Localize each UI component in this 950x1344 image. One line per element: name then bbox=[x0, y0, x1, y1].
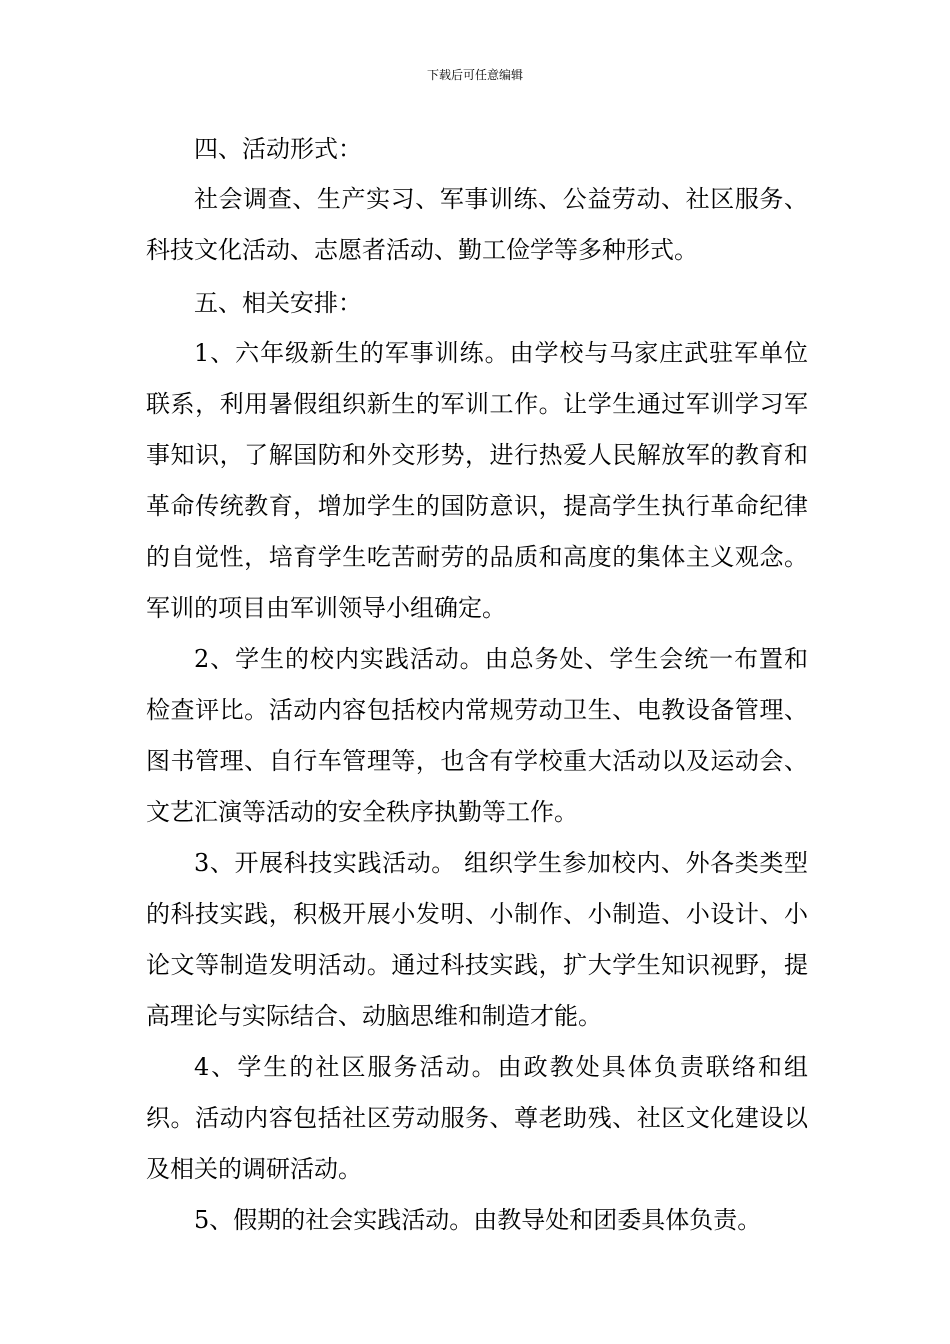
document-body bbox=[146, 124, 808, 1246]
section-4-body: 社会调查、生产实习、军事训练、公益劳动、社区服务、科技文化活动、志愿者活动、勤工俭学等多种形式。 bbox=[146, 185, 808, 264]
page-header-note: 下载后可任意编辑 bbox=[426, 68, 523, 82]
section-4-heading: 四、活动形式： bbox=[194, 135, 362, 163]
arrangement-item-4: 4、学生的社区服务活动。由政教处具体负责联络和组织。活动内容包括社区劳动服务、尊老助残、社区文化建设以及相关的调研活动。 bbox=[146, 1053, 808, 1183]
arrangement-item-3: 3、开展科技实践活动。 组织学生参加校内、外各类类型的科技实践，积极开展小发明、小制作、小制造、小设计、小论文等制造发明活动。通过科技实践，扩大学生知识视野，提高理论与实际结合、动脑思维和制造才能。 bbox=[146, 849, 808, 1030]
arrangement-item-5: 5、假期的社会实践活动。由教导处和团委具体负责。 bbox=[194, 1206, 762, 1234]
arrangement-item-1: 1、六年级新生的军事训练。由学校与马家庄武驻军单位联系，利用暑假组织新生的军训工作。让学生通过军训学习军事知识，了解国防和外交形势，进行热爱人民解放军的教育和革命传统教育，增加学生的国防意识，提高学生执行革命纪律的自觉性，培育学生吃苦耐劳的品质和高度的集体主义观念。军训的项目由军训领导小组确定。 bbox=[146, 339, 808, 622]
arrangement-item-2: 2、学生的校内实践活动。由总务处、学生会统一布置和检查评比。活动内容包括校内常规劳动卫生、电教设备管理、图书管理、自行车管理等，也含有学校重大活动以及运动会、文艺汇演等活动的安全秩序执勤等工作。 bbox=[146, 645, 808, 826]
section-5-heading: 五、相关安排： bbox=[194, 289, 362, 317]
